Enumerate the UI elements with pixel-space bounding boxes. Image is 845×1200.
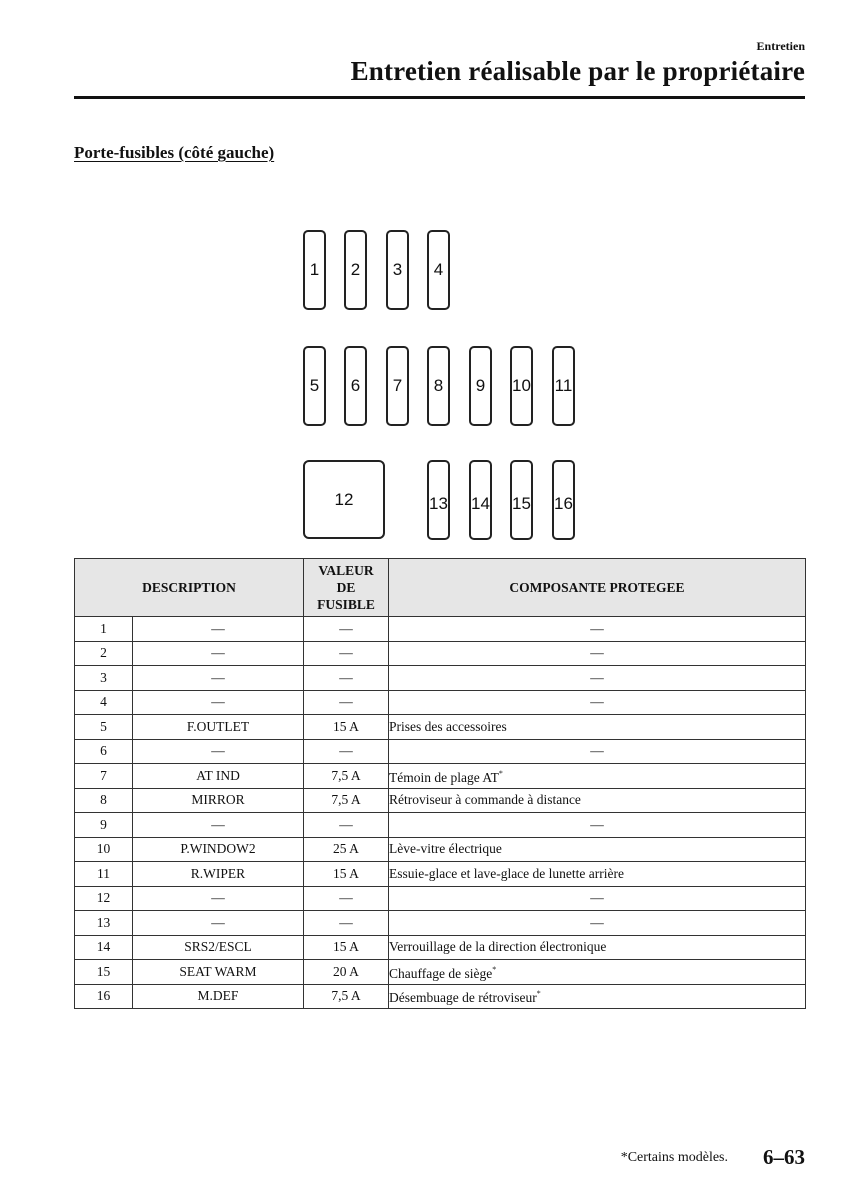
table-row xyxy=(75,813,806,838)
fuse-slot xyxy=(469,346,492,426)
fuse-slot xyxy=(427,230,450,310)
protected-component-cell-text: — xyxy=(590,669,604,685)
protected-component-cell xyxy=(389,837,806,862)
fuse-number-cell xyxy=(75,764,133,789)
fuse-description-cell xyxy=(133,837,304,862)
table-row xyxy=(75,911,806,936)
fuse-table xyxy=(74,558,806,1009)
table-row xyxy=(75,764,806,789)
fuse-number-cell-text: 16 xyxy=(96,988,111,1004)
column-header-description: DESCRIPTION xyxy=(75,559,304,617)
fuse-description-cell-text: — xyxy=(211,669,225,685)
fuse-value-cell-text: — xyxy=(339,694,353,710)
protected-component-cell xyxy=(389,960,806,985)
fuse-description-cell-text: — xyxy=(211,645,225,661)
fuse-number-cell-text: 1 xyxy=(100,620,107,636)
fuse-description-cell xyxy=(133,813,304,838)
header-divider xyxy=(74,96,805,99)
table-row xyxy=(75,837,806,862)
fuse-number-cell-text: 6 xyxy=(100,743,107,759)
fuse-description-cell-text: — xyxy=(211,743,225,759)
fuse-value-cell xyxy=(304,837,389,862)
fuse-number-cell xyxy=(75,960,133,985)
fuse-slot xyxy=(303,230,326,310)
fuse-number: 6 xyxy=(350,376,361,395)
protected-component-cell xyxy=(389,788,806,813)
fuse-number-cell-text: 12 xyxy=(96,890,111,906)
fuse-number-cell xyxy=(75,984,133,1009)
fuse-value-cell xyxy=(304,935,389,960)
fuse-number-cell xyxy=(75,715,133,740)
fuse-value-cell xyxy=(304,911,389,936)
fuse-slot xyxy=(427,460,450,540)
protected-component-cell xyxy=(389,862,806,887)
footnote-marker: * xyxy=(536,989,541,999)
protected-component-cell-text: — xyxy=(590,645,604,661)
fuse-value-cell-text: 7,5 A xyxy=(331,988,361,1004)
fuse-description-cell xyxy=(133,739,304,764)
fuse-number-cell xyxy=(75,641,133,666)
fuse-description-cell xyxy=(133,886,304,911)
protected-component-cell xyxy=(389,911,806,936)
fuse-description-cell-text: — xyxy=(211,914,225,930)
fuse-description-cell xyxy=(133,862,304,887)
fuse-value-cell-text: — xyxy=(339,669,353,685)
fuse-value-cell xyxy=(304,960,389,985)
fuse-value-cell-text: 7,5 A xyxy=(331,767,361,783)
fuse-number: 12 xyxy=(334,489,354,509)
fuse-number: 15 xyxy=(512,494,531,513)
fuse-value-cell-text: — xyxy=(339,914,353,930)
table-row xyxy=(75,862,806,887)
fuse-value-cell-text: 7,5 A xyxy=(331,792,361,808)
fuse-value-cell xyxy=(304,886,389,911)
column-header-value xyxy=(304,559,389,617)
fuse-number-cell xyxy=(75,617,133,642)
protected-component-cell-text: — xyxy=(590,890,604,906)
fuse-number: 3 xyxy=(392,260,403,279)
protected-component-cell-text: Essuie-glace et lave-glace de lunette arrière xyxy=(389,865,624,881)
fuse-number-cell-text: 9 xyxy=(100,816,107,832)
fuse-description-cell-text: R.WIPER xyxy=(190,865,246,881)
fuse-slot xyxy=(552,346,575,426)
fuse-description-cell xyxy=(133,911,304,936)
table-row xyxy=(75,617,806,642)
fuse-number-cell xyxy=(75,886,133,911)
fuse-number: 4 xyxy=(433,260,444,279)
fuse-value-cell xyxy=(304,984,389,1009)
protected-component-cell xyxy=(389,617,806,642)
fuse-description-cell xyxy=(133,960,304,985)
fuse-value-cell xyxy=(304,641,389,666)
fuse-description-cell xyxy=(133,666,304,691)
fuse-slot xyxy=(469,460,492,540)
fuse-number: 2 xyxy=(350,260,361,279)
fuse-value-cell xyxy=(304,666,389,691)
fuse-value-cell xyxy=(304,813,389,838)
fuse-number: 13 xyxy=(429,494,448,513)
fuse-number: 5 xyxy=(309,376,320,395)
column-header-component: COMPOSANTE PROTEGEE xyxy=(389,559,806,617)
table-row xyxy=(75,960,806,985)
fuse-number-cell xyxy=(75,837,133,862)
fuse-number-cell-text: 15 xyxy=(96,963,111,979)
protected-component-cell xyxy=(389,641,806,666)
fuse-number-cell xyxy=(75,911,133,936)
fuse-number-cell xyxy=(75,862,133,887)
fuse-number: 8 xyxy=(433,376,444,395)
fuse-number-cell-text: 10 xyxy=(96,841,111,857)
table-row xyxy=(75,984,806,1009)
fuse-number-cell xyxy=(75,813,133,838)
fuse-number-cell-text: 11 xyxy=(97,865,110,881)
fuse-description-cell-text: F.OUTLET xyxy=(186,718,250,734)
protected-component-cell-text: — xyxy=(590,914,604,930)
table-row xyxy=(75,690,806,715)
table-row xyxy=(75,935,806,960)
fuse-value-cell xyxy=(304,715,389,740)
fuse-number: 10 xyxy=(512,376,531,395)
footnote: *Certains modèles. xyxy=(620,1150,728,1165)
protected-component-cell-text: — xyxy=(590,743,604,759)
fuse-slot xyxy=(552,460,575,540)
fuse-number: 9 xyxy=(475,376,486,395)
protected-component-cell-text: — xyxy=(590,816,604,832)
protected-component-cell-text: Désembuage de rétroviseur xyxy=(389,990,537,1006)
fuse-description-cell-text: M.DEF xyxy=(197,988,239,1004)
fuse-value-cell xyxy=(304,739,389,764)
fuse-number-cell-text: 8 xyxy=(100,792,107,808)
fuse-description-cell xyxy=(133,715,304,740)
fuse-description-cell-text: MIRROR xyxy=(191,792,245,808)
table-row xyxy=(75,666,806,691)
fuse-value-cell-text: 15 A xyxy=(333,718,359,734)
protected-component-cell xyxy=(389,715,806,740)
protected-component-cell-text: — xyxy=(590,620,604,636)
fuse-description-cell-text: — xyxy=(211,816,225,832)
protected-component-cell xyxy=(389,813,806,838)
table-row xyxy=(75,788,806,813)
fuse-description-cell xyxy=(133,935,304,960)
section-heading: Porte-fusibles (côté gauche) xyxy=(74,143,275,162)
fuse-value-cell xyxy=(304,862,389,887)
fuse-value-cell-text: — xyxy=(339,620,353,636)
fuse-value-cell xyxy=(304,617,389,642)
protected-component-cell-text: Prises des accessoires xyxy=(389,718,507,734)
fuse-number-cell xyxy=(75,666,133,691)
table-row xyxy=(75,739,806,764)
fuse-value-cell-text: — xyxy=(339,645,353,661)
protected-component-cell xyxy=(389,984,806,1009)
fuse-description-cell-text: P.WINDOW2 xyxy=(180,841,256,857)
fuse-slot xyxy=(427,346,450,426)
fuse-description-cell-text: SEAT WARM xyxy=(179,963,257,979)
fuse-slot xyxy=(386,230,409,310)
protected-component-cell xyxy=(389,886,806,911)
fuse-description-cell-text: AT IND xyxy=(196,767,240,783)
fuse-value-cell-text: 15 A xyxy=(333,865,359,881)
footnote-marker: * xyxy=(498,768,503,778)
fuse-table-body xyxy=(75,617,806,1009)
fuse-description-cell xyxy=(133,690,304,715)
fuse-number: 16 xyxy=(554,494,573,513)
fuse-slot xyxy=(386,346,409,426)
fuse-number: 14 xyxy=(471,494,490,513)
protected-component-cell-text: Lève-vitre électrique xyxy=(389,841,502,857)
protected-component-cell-text: — xyxy=(590,694,604,710)
chapter-label: Entretien xyxy=(756,39,805,53)
table-header-row xyxy=(75,559,806,617)
fuse-number: 7 xyxy=(392,376,403,395)
fuse-description-cell-text: SRS2/ESCL xyxy=(184,939,252,955)
protected-component-cell-text: Verrouillage de la direction électronique xyxy=(389,939,607,955)
fuse-number-cell-text: 3 xyxy=(100,669,107,685)
fuse-slot xyxy=(344,230,367,310)
protected-component-cell-text: Chauffage de siège xyxy=(389,965,493,981)
fuse-description-cell-text: — xyxy=(211,620,225,636)
fuse-number: 1 xyxy=(309,260,320,279)
protected-component-cell xyxy=(389,764,806,789)
fuse-value-cell xyxy=(304,788,389,813)
fuse-value-cell-text: — xyxy=(339,890,353,906)
fuse-number-cell-text: 14 xyxy=(96,939,111,955)
protected-component-cell xyxy=(389,935,806,960)
fuse-value-cell-text: 25 A xyxy=(333,841,359,857)
protected-component-cell xyxy=(389,739,806,764)
fuse-description-cell-text: — xyxy=(211,890,225,906)
fuse-slot xyxy=(510,460,533,540)
fuse-number-cell xyxy=(75,690,133,715)
fuse-description-cell xyxy=(133,617,304,642)
fuse-value-cell xyxy=(304,764,389,789)
footnote-marker: * xyxy=(492,964,497,974)
protected-component-cell xyxy=(389,666,806,691)
fuse-number: 11 xyxy=(554,376,573,395)
fuse-number-cell-text: 4 xyxy=(100,694,107,710)
fuse-number-cell-text: 5 xyxy=(100,718,107,734)
fuse-slot xyxy=(510,346,533,426)
fuse-description-cell xyxy=(133,788,304,813)
page-number: 6–63 xyxy=(763,1145,805,1169)
table-row xyxy=(75,886,806,911)
fuse-number-cell xyxy=(75,788,133,813)
fuse-number-cell xyxy=(75,935,133,960)
fuse-value-cell-text: 15 A xyxy=(333,939,359,955)
fuse-description-cell-text: — xyxy=(211,694,225,710)
fuse-value-cell xyxy=(304,690,389,715)
table-row xyxy=(75,715,806,740)
fuse-value-cell-text: — xyxy=(339,743,353,759)
fuse-number-cell-text: 7 xyxy=(100,767,107,783)
fuse-value-cell-text: 20 A xyxy=(333,963,359,979)
fuse-slot xyxy=(303,346,326,426)
fuse-description-cell xyxy=(133,764,304,789)
protected-component-cell xyxy=(389,690,806,715)
fuse-slot-large xyxy=(303,460,385,539)
protected-component-cell-text: Témoin de plage AT xyxy=(389,769,499,785)
fuse-number-cell xyxy=(75,739,133,764)
fuse-description-cell xyxy=(133,641,304,666)
fuse-number-cell-text: 13 xyxy=(96,914,111,930)
protected-component-cell-text: Rétroviseur à commande à distance xyxy=(389,792,581,808)
fuse-description-cell xyxy=(133,984,304,1009)
page-title: Entretien réalisable par le propriétaire xyxy=(350,56,805,86)
fuse-value-cell-text: — xyxy=(339,816,353,832)
table-row xyxy=(75,641,806,666)
fuse-number-cell-text: 2 xyxy=(100,645,107,661)
fuse-slot xyxy=(344,346,367,426)
column-header-value-text: VALEUR DE FUSIBLE xyxy=(317,563,375,612)
